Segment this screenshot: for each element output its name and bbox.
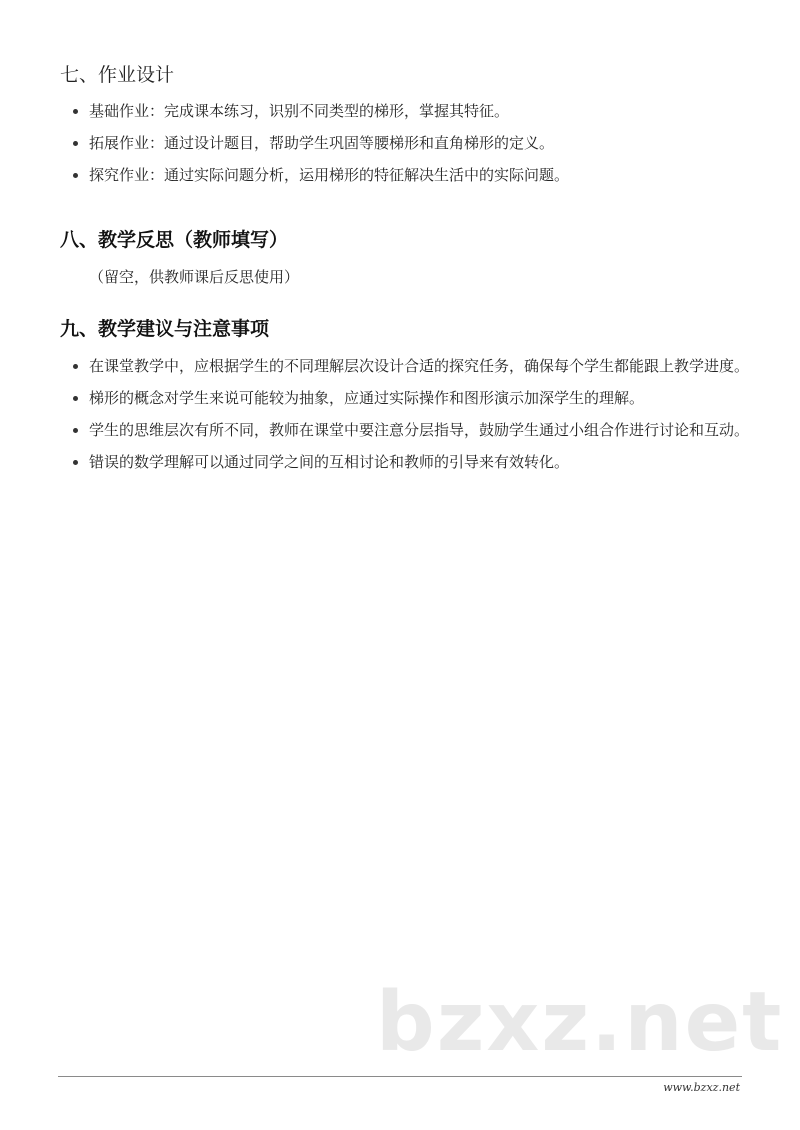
section-teaching-reflection (60, 227, 750, 290)
section-homework-design (60, 62, 750, 188)
reflection-placeholder-note: （留空，供教师课后反思使用） (89, 268, 300, 286)
list-item (60, 385, 750, 411)
bullet-icon (73, 141, 78, 146)
list-item-text: 探究作业：通过实际问题分析，运用梯形的特征解决生活中的实际问题。 (89, 166, 570, 184)
section-teaching-suggestions (60, 316, 750, 475)
list-item (60, 449, 750, 475)
watermark-logo: bzxz.net (376, 975, 784, 1070)
bullet-icon (73, 364, 78, 369)
list-item (60, 130, 750, 156)
list-item-text: 学生的思维层次有所不同，教师在课堂中要注意分层指导，鼓励学生通过小组合作进行讨论和互动。 (89, 421, 750, 439)
section-heading: 九、教学建议与注意事项 (60, 318, 270, 340)
bullet-icon (73, 428, 78, 433)
bullet-list (60, 98, 750, 188)
list-item (60, 162, 750, 188)
bullet-icon (73, 173, 78, 178)
bullet-list (60, 353, 750, 475)
list-item-text: 梯形的概念对学生来说可能较为抽象，应通过实际操作和图形演示加深学生的理解。 (89, 389, 645, 407)
list-item-text: 基础作业：完成课本练习，识别不同类型的梯形，掌握其特征。 (89, 102, 510, 120)
list-item-text: 拓展作业：通过设计题目，帮助学生巩固等腰梯形和直角梯形的定义。 (89, 134, 555, 152)
list-item-text: 错误的数学理解可以通过同学之间的互相讨论和教师的引导来有效转化。 (89, 453, 570, 471)
section-heading: 八、教学反思（教师填写） (60, 229, 289, 251)
footer-url: www.bzxz.net (663, 1081, 740, 1094)
list-item (60, 98, 750, 124)
bullet-icon (73, 460, 78, 465)
list-item-text: 在课堂教学中，应根据学生的不同理解层次设计合适的探究任务，确保每个学生都能跟上教学进度。 (89, 357, 750, 375)
list-item (60, 353, 750, 379)
section-heading: 七、作业设计 (60, 64, 175, 86)
bullet-icon (73, 396, 78, 401)
bullet-icon (73, 109, 78, 114)
list-item (60, 417, 750, 443)
footer-divider (58, 1076, 742, 1077)
